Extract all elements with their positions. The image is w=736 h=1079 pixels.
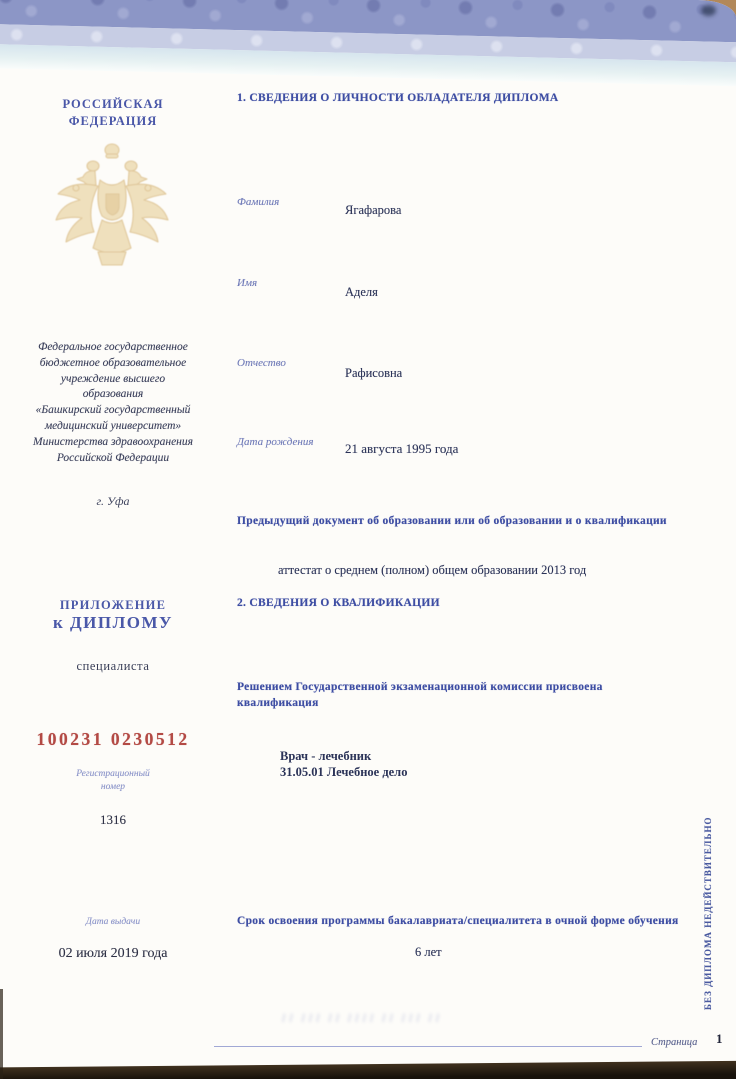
university-line: медицинский университет»: [44, 419, 182, 432]
serial-number: 100231 0230512: [36, 729, 190, 749]
previous-document-label: Предыдущий документ об образовании или об образовании и о квалификации: [237, 515, 667, 527]
photo-bottom-edge: [0, 1061, 736, 1079]
country-line1: РОССИЙСКАЯ: [62, 97, 164, 111]
city-label: г. Уфа: [96, 494, 130, 508]
ink-bleedthrough: ⌇⌇ ⌇⌇⌇ ⌇⌇ ⌇⌇⌇⌇ ⌇⌇ ⌇⌇⌇ ⌇⌇: [280, 1013, 442, 1025]
qualification-value: [280, 749, 640, 780]
field-label-surname: Фамилия: [237, 196, 280, 208]
issue-date-label: Дата выдачи: [85, 917, 141, 927]
country-line2: ФЕДЕРАЦИЯ: [68, 114, 158, 128]
ink-smudge: [701, 5, 716, 16]
field-value-surname: Ягафарова: [345, 203, 402, 217]
field-label-birthdate: Дата рождения: [237, 436, 314, 448]
field-label-firstname: Имя: [237, 277, 258, 289]
registration-number-value: 1316: [100, 812, 126, 827]
supplement-title-line2: к ДИПЛОМУ: [52, 613, 174, 632]
field-value-birthdate: 21 августа 1995 года: [345, 441, 459, 456]
issue-date-value: 02 июля 2019 года: [58, 946, 168, 961]
footer-rule: [214, 1046, 642, 1047]
program-duration-value: 6 лет: [415, 945, 442, 959]
previous-document-value: аттестат о среднем (полном) общем образовании 2013 год: [278, 563, 587, 577]
program-duration-label: Срок освоения программы бакалавриата/специалитета в очной форме обучения: [237, 915, 679, 927]
qualification-specialty-code: 31.05.01 Лечебное дело: [280, 764, 408, 779]
university-line: «Башкирский государственный: [35, 404, 191, 417]
coat-of-arms-eagle-icon: [48, 140, 178, 290]
university-line: образования: [82, 388, 144, 401]
section2-heading: 2. СВЕДЕНИЯ О КВАЛИФИКАЦИИ: [237, 597, 440, 609]
supplement-title-line3: специалиста: [76, 659, 150, 673]
page-number: 1: [716, 1031, 723, 1046]
university-line: Российской Федерации: [56, 451, 170, 464]
university-line: Федеральное государственное: [38, 341, 188, 353]
page-label: Страница: [651, 1037, 698, 1048]
qualification-title: Врач - лечебник: [280, 749, 372, 763]
university-line: Министерства здравоохранения: [33, 435, 193, 448]
university-line: учреждение высшего: [60, 372, 166, 385]
country-title: [8, 96, 218, 130]
university-name-block: [4, 340, 222, 466]
photo-left-edge: [0, 989, 3, 1079]
qualification-decision-label: Решением Государственной экзаменационной комиссии присвоена квалификация: [237, 681, 603, 709]
university-line: бюджетное образовательное: [39, 356, 187, 369]
supplement-title-line1: ПРИЛОЖЕНИЕ: [59, 598, 167, 612]
guilloche-band: [0, 0, 736, 87]
field-value-patronymic: Рафисовна: [345, 366, 403, 380]
field-label-patronymic: Отчество: [237, 357, 286, 369]
registration-number-label: Регистрационный номер: [76, 769, 150, 792]
security-vertical-text: БЕЗ ДИПЛОМА НЕДЕЙСТВИТЕЛЬНО: [703, 816, 713, 1010]
field-value-firstname: Аделя: [345, 285, 378, 299]
section1-heading: 1. СВЕДЕНИЯ О ЛИЧНОСТИ ОБЛАДАТЕЛЯ ДИПЛОМА: [237, 92, 559, 104]
